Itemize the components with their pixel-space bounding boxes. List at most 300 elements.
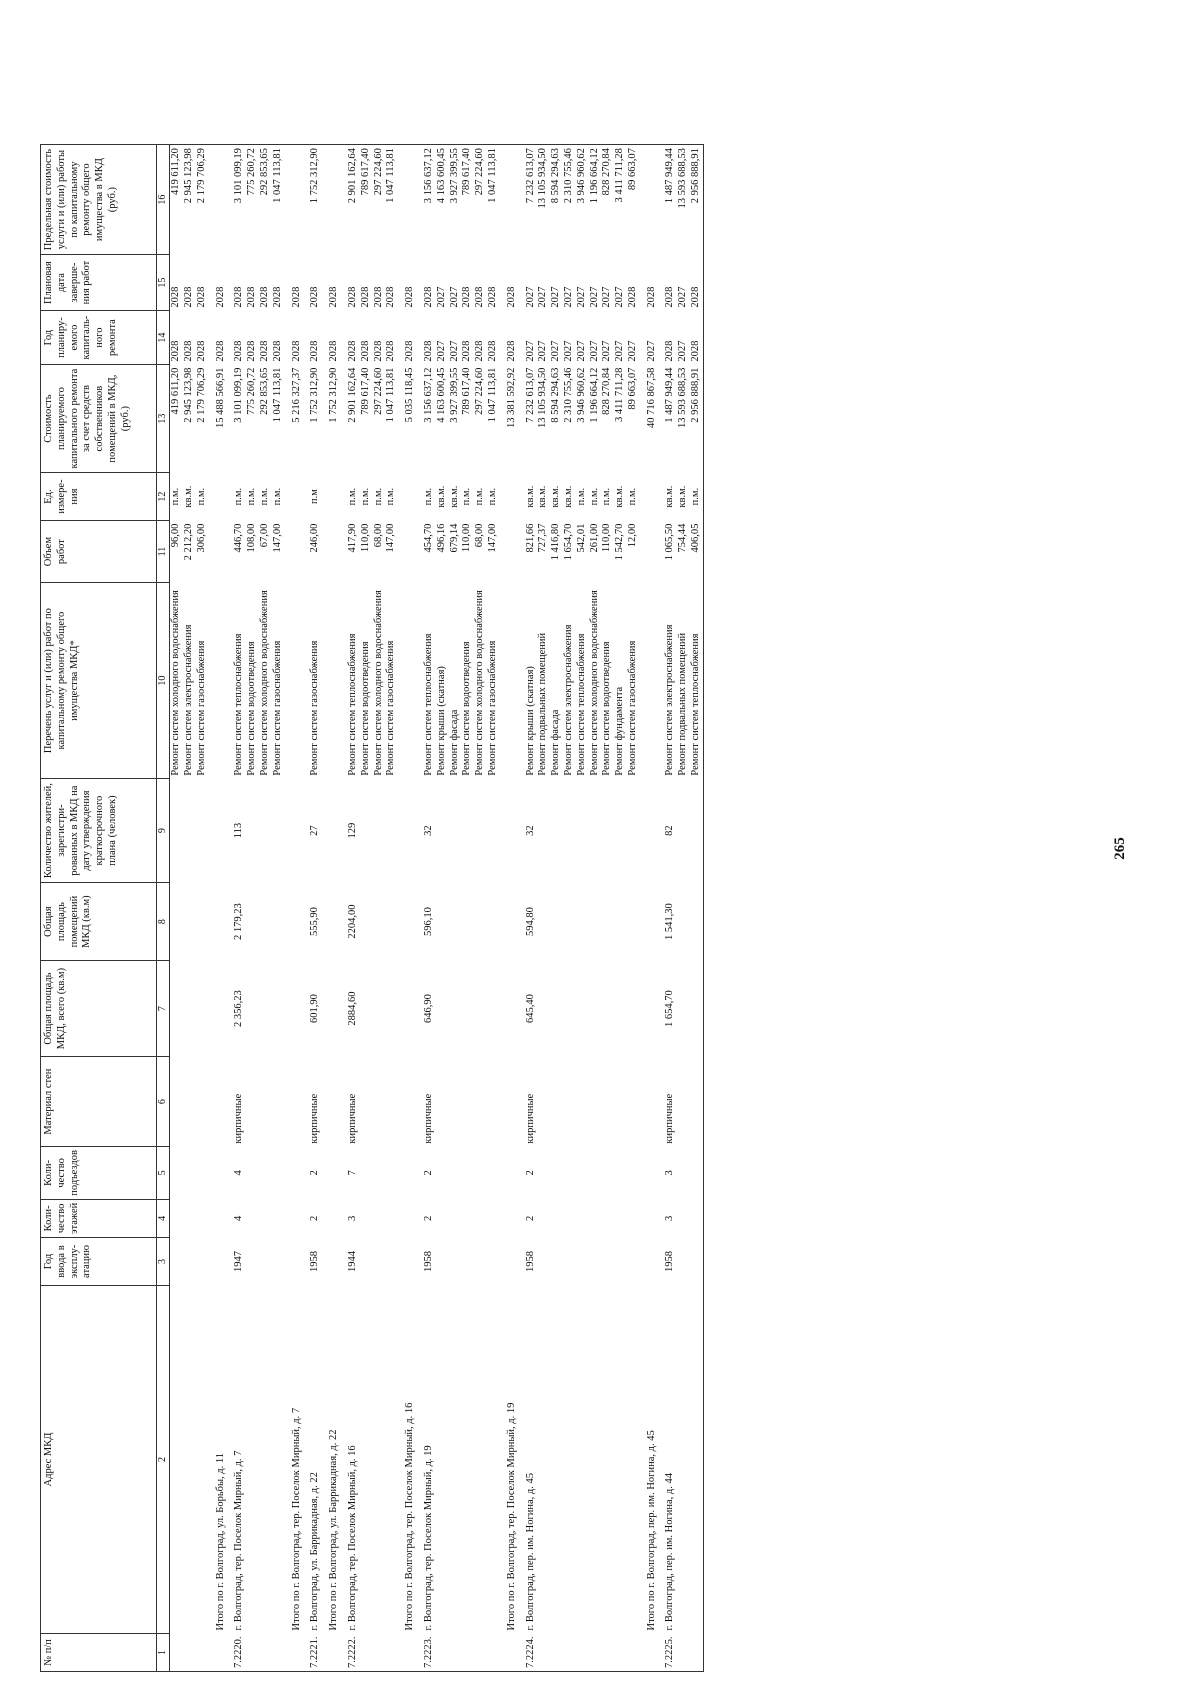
cell-col-2: Итого по г. Волгоград, тер. Поселок Мирный, д. 19 [505,1402,517,1631]
cell-col-5 [589,1147,602,1200]
cell-col-1 [487,1634,500,1672]
cell-col-6: кирпичные [422,1093,434,1144]
cell-col-7 [506,961,519,1057]
cell-col-5 [436,1147,449,1200]
cell-col-3 [385,1238,398,1286]
cell-col-11: 147,00 [271,523,283,553]
cell-col-13: 789 617,40 [359,367,371,415]
cell-col-1 [537,1634,550,1672]
cell-col-8 [690,883,703,961]
table-row [233,145,246,1672]
cell-col-2: Итого по г. Волгоград, ул. Борьбы, д. 11 [214,1453,226,1631]
cell-col-16: 13 105 934,50 [537,145,550,255]
cell-col-5: 2 [524,1170,536,1176]
cell-col-14: 2028 [170,340,182,362]
cell-col-6 [506,1057,519,1147]
cell-col-11: 110,00 [461,523,473,553]
cell-col-12: п.м [309,489,321,505]
cell-col-4 [614,1199,627,1237]
cell-col-12: кв.м. [664,485,676,508]
total-row [404,145,417,1672]
cell-col-5 [474,1147,487,1200]
cell-col-8 [436,883,449,961]
cell-col-9 [259,779,272,883]
cell-col-2 [170,1286,183,1634]
cell-col-14: 2028 [486,340,498,362]
column-header-10: Перечень услуг и (или) работ по капитальному ремонту общего имущества МКД* [41,583,157,779]
cell-col-15: 2028 [486,286,498,308]
cell-col-9 [272,779,285,883]
cell-col-5 [170,1147,183,1200]
cell-col-2 [385,1286,398,1634]
cell-col-6 [259,1057,272,1147]
cell-col-11 [404,521,417,583]
cell-col-6 [183,1057,196,1147]
cell-col-15: 2027 [575,286,587,308]
cell-col-1 [677,1634,690,1672]
cell-col-3 [259,1238,272,1286]
cell-col-3: 1947 [233,1251,245,1272]
cell-col-7 [360,961,373,1057]
column-number-2: 2 [157,1286,170,1634]
cell-col-2 [627,1286,640,1634]
cell-col-16: 1 047 113,81 [487,145,500,255]
cell-col-2 [436,1286,449,1634]
cell-col-9 [183,779,196,883]
cell-col-13: 40 716 867,58 [645,367,657,428]
cell-col-14: 2028 [664,340,676,362]
cell-col-10: Ремонт систем газоснабжения [271,640,283,776]
cell-col-3 [563,1238,576,1286]
cell-col-5 [360,1147,373,1200]
table-row [449,145,462,1672]
cell-col-7 [550,961,563,1057]
cell-col-9 [506,779,519,883]
column-number-7: 7 [157,961,170,1057]
cell-col-8 [291,883,304,961]
cell-col-11 [328,521,341,583]
cell-col-10: Ремонт фасада [550,709,562,776]
cell-col-10: Ремонт крыши (скатная) [435,666,447,776]
cell-col-15: 2027 [537,286,549,308]
cell-col-4 [576,1199,589,1237]
cell-col-2: г. Волгоград, тер. Поселок Мирный, д. 19 [422,1445,434,1631]
cell-col-14: 2027 [588,340,600,362]
cell-col-15: 2028 [214,286,226,308]
cell-col-6 [646,1057,659,1147]
cell-col-6 [677,1057,690,1147]
cell-col-7 [601,961,614,1057]
cell-col-5 [291,1147,304,1200]
cell-col-5 [183,1147,196,1200]
cell-col-14: 2028 [474,340,486,362]
cell-col-5: 4 [233,1170,245,1176]
cell-col-15: 2028 [461,286,473,308]
cell-col-7 [563,961,576,1057]
cell-col-14: 2027 [448,340,460,362]
cell-col-6 [385,1057,398,1147]
cell-col-3: 1958 [664,1251,676,1272]
cell-col-1 [646,1634,659,1672]
cell-col-10: Ремонт систем водоотведения [601,641,613,776]
cell-col-8: 555,90 [309,907,321,937]
column-header-14: Год планиру- емого капиталь- ного ремонта [41,311,157,365]
cell-col-9 [576,779,589,883]
cell-col-14: 2028 [346,340,358,362]
table-row [576,145,589,1672]
cell-col-13: 1 752 312,90 [309,367,321,423]
cell-col-8 [183,883,196,961]
cell-col-11 [506,521,519,583]
cell-col-9 [563,779,576,883]
table-row [550,145,563,1672]
cell-col-1 [291,1634,304,1672]
cell-col-13: 1 047 113,81 [271,367,283,423]
cell-col-14: 2028 [505,340,517,362]
cell-col-10: Ремонт систем газоснабжения [309,640,321,776]
cell-col-12 [646,473,659,521]
cell-col-12: п.м. [372,487,384,506]
cell-col-15: 2027 [677,286,689,308]
cell-col-16: 775 260,72 [246,145,259,255]
cell-col-15: 2028 [664,286,676,308]
cell-col-5 [272,1147,285,1200]
cell-col-15: 2027 [448,286,460,308]
table-row [677,145,690,1672]
cell-col-14: 2028 [372,340,384,362]
cell-col-13: 2 901 162,64 [346,367,358,423]
cell-col-1 [589,1634,602,1672]
cell-col-7 [461,961,474,1057]
column-header-4: Коли- чество этажей [41,1199,157,1237]
cell-col-6 [601,1057,614,1147]
cell-col-1 [373,1634,386,1672]
cell-col-10 [328,583,341,779]
cell-col-13: 89 663,07 [626,367,638,410]
cell-col-9 [246,779,259,883]
cell-col-12: п.м. [359,487,371,506]
cell-col-16: 2 310 755,46 [563,145,576,255]
cell-col-16: 1 047 113,81 [272,145,285,255]
cell-col-7 [215,961,228,1057]
cell-col-16: 3 927 399,55 [449,145,462,255]
cell-col-7 [373,961,386,1057]
cell-col-8 [576,883,589,961]
cell-col-4 [373,1199,386,1237]
cell-col-1 [404,1634,417,1672]
cell-col-2 [196,1286,209,1634]
cell-col-4 [677,1199,690,1237]
cell-col-3 [576,1238,589,1286]
cell-col-2: Итого по г. Волгоград, ул. Баррикадная, д. 22 [328,1429,340,1631]
cell-col-5 [537,1147,550,1200]
cell-col-2 [461,1286,474,1634]
cell-col-3 [614,1238,627,1286]
cell-col-12 [328,473,341,521]
cell-col-3 [589,1238,602,1286]
cell-col-13: 13 381 592,92 [505,367,517,428]
cell-col-12 [404,473,417,521]
cell-col-15: 2028 [505,286,517,308]
cell-col-6 [589,1057,602,1147]
cell-col-4 [646,1199,659,1237]
cell-col-5: 7 [346,1170,358,1176]
cell-col-3 [404,1238,417,1286]
cell-col-9 [474,779,487,883]
cell-col-15: 2027 [562,286,574,308]
cell-col-2: г. Волгоград, тер. Поселок Мирный, д. 7 [233,1450,245,1631]
cell-col-10 [404,583,417,779]
cell-col-10: Ремонт систем холодного водоснабжения [474,590,486,776]
cell-col-12: кв.м. [537,485,549,508]
cell-col-16: 8 594 294,63 [550,145,563,255]
cell-col-3 [690,1238,703,1286]
cell-col-7 [196,961,209,1057]
cell-col-16: 292 853,65 [259,145,272,255]
cell-col-8 [196,883,209,961]
cell-col-13: 13 105 934,50 [537,367,549,428]
cell-col-16: 419 611,20 [170,145,183,255]
cell-col-1 [474,1634,487,1672]
cell-col-14: 2027 [550,340,562,362]
cell-col-13: 3 411 711,28 [614,367,626,422]
column-number-3: 3 [157,1238,170,1286]
cell-col-14: 2027 [575,340,587,362]
cell-col-8 [537,883,550,961]
cell-col-16: 3 101 099,19 [233,145,246,255]
cell-col-8 [646,883,659,961]
cell-col-11: 246,00 [309,523,321,553]
cell-col-6 [449,1057,462,1147]
cell-col-11: 261,00 [588,523,600,553]
cell-col-16: 4 163 600,45 [436,145,449,255]
cell-col-12: п.м. [258,487,270,506]
cell-col-8 [373,883,386,961]
cell-col-11: 542,01 [575,523,587,553]
cell-col-9 [373,779,386,883]
cell-col-1 [360,1634,373,1672]
cell-col-16: 2 901 162,64 [347,145,360,255]
cell-col-9: 82 [664,825,676,836]
cell-col-13: 7 232 613,07 [524,367,536,423]
cell-col-13: 2 945 123,98 [182,367,194,423]
column-number-14: 14 [157,311,170,365]
cell-col-13: 13 593 688,53 [677,367,689,428]
cell-col-16: 789 617,40 [360,145,373,255]
cell-col-12: кв.м. [182,485,194,508]
cell-col-3: 1944 [346,1251,358,1272]
cell-col-12 [291,473,304,521]
column-header-2: Адрес МКД [41,1286,157,1634]
cell-col-10: Ремонт систем электроснабжения [562,624,574,776]
column-header-3: Год ввода в эксплу- атацию [41,1238,157,1286]
cell-col-1 [627,1634,640,1672]
cell-col-2 [601,1286,614,1634]
cell-col-2 [550,1286,563,1634]
cell-col-9 [537,779,550,883]
cell-col-3 [627,1238,640,1286]
cell-col-16: 789 617,40 [461,145,474,255]
cell-col-4: 2 [309,1215,321,1221]
cell-col-9 [646,779,659,883]
cell-col-16 [215,145,228,255]
cell-col-10 [506,583,519,779]
cell-col-2 [272,1286,285,1634]
cell-col-3 [196,1238,209,1286]
cell-col-10: Ремонт систем водоотведения [359,641,371,776]
cell-col-12: п.м. [422,487,434,506]
cell-col-14: 2027 [677,340,689,362]
cell-col-10 [291,583,304,779]
cell-col-1 [550,1634,563,1672]
column-header-8: Общая площадь помещений МКД (кв.м) [41,883,157,961]
cell-col-6 [404,1057,417,1147]
cell-col-1 [272,1634,285,1672]
cell-col-7: 601,90 [309,994,321,1024]
cell-col-4 [563,1199,576,1237]
cell-col-10 [215,583,228,779]
cell-col-15: 2028 [258,286,270,308]
cell-col-11 [215,521,228,583]
cell-col-3 [170,1238,183,1286]
cell-col-7: 2 356,23 [233,990,245,1027]
cell-col-11: 446,70 [233,523,245,553]
cell-col-7 [449,961,462,1057]
cell-col-4 [328,1199,341,1237]
cell-col-8 [589,883,602,961]
cell-col-8 [215,883,228,961]
cell-col-16: 1 487 949,44 [664,145,677,255]
cell-col-10: Ремонт систем газоснабжения [486,640,498,776]
cell-col-7 [690,961,703,1057]
cell-col-15: 2028 [422,286,434,308]
cell-col-11: 110,00 [601,523,613,553]
cell-col-4 [589,1199,602,1237]
cell-col-9 [614,779,627,883]
cell-col-11: 496,16 [435,523,447,553]
cell-col-2 [677,1286,690,1634]
cell-col-11: 2 212,20 [182,523,194,561]
column-header-12: Ед. измере- ния [41,473,157,521]
cell-col-7 [487,961,500,1057]
cell-col-1: 7.2221. [309,1634,322,1672]
cell-col-2 [259,1286,272,1634]
total-row [646,145,659,1672]
cell-col-7 [404,961,417,1057]
cell-col-6 [246,1057,259,1147]
cell-col-4: 2 [524,1215,536,1221]
cell-col-15: 2028 [309,286,321,308]
cell-col-13: 789 617,40 [461,367,473,415]
cell-col-10: Ремонт подвальных помещений [537,632,549,776]
cell-col-16 [328,145,341,255]
cell-col-13: 5 035 118,45 [404,367,416,423]
cell-col-15: 2027 [550,286,562,308]
cell-col-7 [576,961,589,1057]
header-row [41,145,157,1672]
cell-col-4 [461,1199,474,1237]
cell-col-16: 2 956 888,91 [690,145,703,255]
table-row [246,145,259,1672]
cell-col-6 [291,1057,304,1147]
cell-col-4 [601,1199,614,1237]
total-row [215,145,228,1672]
cell-col-13: 3 156 637,12 [422,367,434,423]
cell-col-4 [291,1199,304,1237]
cell-col-12: п.м. [461,487,473,506]
capital-repair-table [40,144,704,1672]
column-number-10: 10 [157,583,170,779]
cell-col-9 [690,779,703,883]
cell-col-7: 2884,60 [346,991,358,1026]
cell-col-6 [170,1057,183,1147]
cell-col-16: 828 270,84 [601,145,614,255]
table-row [563,145,576,1672]
cell-col-16: 1 196 664,12 [589,145,602,255]
cell-col-10: Ремонт систем теплоснабжения [422,633,434,776]
column-number-11: 11 [157,521,170,583]
cell-col-3 [272,1238,285,1286]
cell-col-5 [614,1147,627,1200]
cell-col-6 [627,1057,640,1147]
cell-col-13: 4 163 600,45 [435,367,447,423]
cell-col-14: 2028 [690,311,703,365]
cell-col-3 [291,1238,304,1286]
cell-col-6 [474,1057,487,1147]
table-row [347,145,360,1672]
cell-col-14: 2027 [435,340,447,362]
cell-col-4: 3 [346,1215,358,1221]
column-header-15: Плановая дата заверше- ния работ [41,255,157,311]
cell-col-5 [576,1147,589,1200]
cell-col-4 [474,1199,487,1237]
cell-col-2 [589,1286,602,1634]
cell-col-9 [196,779,209,883]
cell-col-6 [272,1057,285,1147]
column-header-16: Предельная стоимость услуги и (или) работы по капитальному ремонту общего имущества в МКД (руб.) [41,145,157,255]
cell-col-10: Ремонт систем газоснабжения [626,640,638,776]
column-number-8: 8 [157,883,170,961]
cell-col-14: 2027 [562,340,574,362]
cell-col-9 [291,779,304,883]
cell-col-5 [563,1147,576,1200]
cell-col-16: 297 224,60 [474,145,487,255]
cell-col-13: 3 946 960,62 [575,367,587,423]
cell-col-2 [474,1286,487,1634]
cell-col-11: 96,00 [170,523,182,548]
cell-col-10: Ремонт систем теплоснабжения [575,633,587,776]
cell-col-4 [449,1199,462,1237]
cell-col-15: 2028 [474,286,486,308]
cell-col-1 [614,1634,627,1672]
cell-col-15: 2028 [328,286,340,308]
cell-col-5: 2 [309,1170,321,1176]
cell-col-7 [291,961,304,1057]
cell-col-5 [449,1147,462,1200]
cell-col-11: 306,00 [195,523,207,553]
cell-col-9 [360,779,373,883]
cell-col-10: Ремонт систем водоотведения [461,641,473,776]
cell-col-13: 2 179 706,29 [195,367,207,423]
cell-col-5 [373,1147,386,1200]
cell-col-11: 679,14 [448,523,460,553]
table-row [614,145,627,1672]
cell-col-9 [601,779,614,883]
cell-col-4 [404,1199,417,1237]
cell-col-11: 1 542,70 [614,523,626,561]
cell-col-5 [550,1147,563,1200]
cell-col-11: 67,00 [258,523,270,548]
